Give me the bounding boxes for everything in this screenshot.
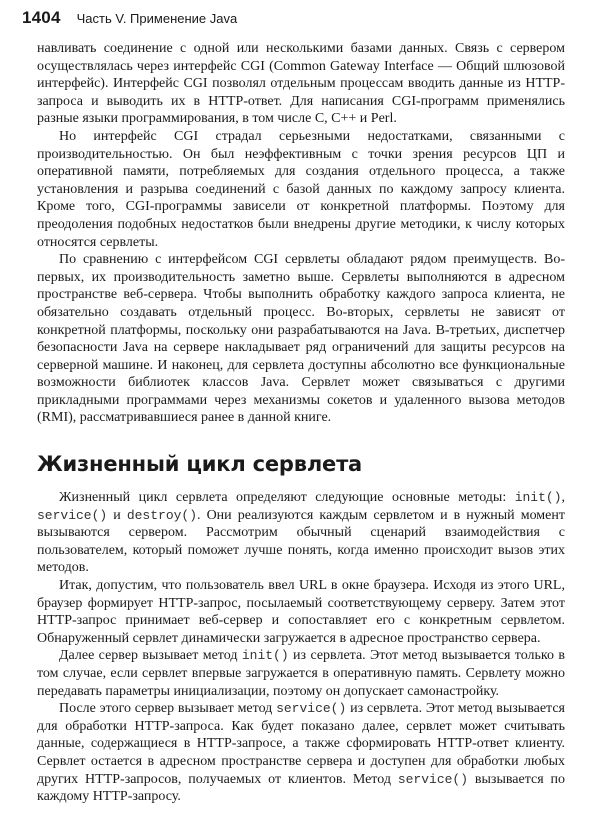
page-number: 1404 bbox=[22, 8, 61, 27]
lifecycle-paragraph-4 bbox=[37, 700, 565, 806]
intro-paragraph-2: Но интерфейс CGI страдал серьезными недостатками, связанными с производительностью. Он был неэффективным с точки зрения ресурсов ЦП и оперативной памяти, потребляемых для создания отдельного процесса, а также установления и разрыва соединений с базой данных по каждому запросу клиента. Кроме того, CGI-программы зависели от конкретной платформы. Поэтому для преодоления подобных недостатков были внедрены другие методики, к числу которых относятся сервлеты. bbox=[37, 128, 565, 250]
text-span: После этого сервер вызывает метод bbox=[59, 701, 277, 717]
intro-paragraph-3: По сравнению с интерфейсом CGI сервлеты обладают рядом преимуществ. Во-первых, их производительность заметно выше. Сервлеты выполняются в адресном пространстве веб-сервера. Чтобы выполнить обработку каждого запроса клиента, не обязательно создавать отдельный процесс. Во-вторых, сервлеты не зависят от конкретной платформы, поскольку они разрабатываются на Java. В-третьих, диспетчер безопасности Java на сервере накладывает ряд ограничений для защиты ресурсов на серверной машине. И наконец, для сервлета доступны абсолютно все функциональные возможности библиотек классов Java. Сервлет может связываться с другими прикладными программами через механизмы сокетов и удаленного вызова методов (RMI), рассматривавшиеся ранее в данной книге. bbox=[37, 252, 565, 426]
text-span: Жизненный цикл сервлета определяют следующие основные методы: bbox=[59, 490, 515, 506]
text-span: вызывается по каждому HTTP-запросу. bbox=[37, 771, 565, 805]
code-init: init() bbox=[514, 490, 562, 506]
running-header bbox=[22, 8, 578, 30]
section-heading: Жизненный цикл сервлета bbox=[37, 452, 363, 477]
code-service: service() bbox=[276, 701, 347, 717]
code-service: service() bbox=[37, 507, 108, 523]
running-title: Часть V. Применение Java bbox=[76, 11, 238, 26]
code-destroy: destroy() bbox=[126, 507, 198, 523]
intro-paragraph-1: навливать соединение с одной или несколькими базами данных. Связь с сервером осуществлялась через интерфейс CGI (Common Gateway Interface — Общий шлюзовой интерфейс). Интерфейс CGI позволял отдельным процессам вводить данные из HTTP-запроса и выводить их в HTTP-ответ. Для написания CGI-программ применялись разные языки программирования, в том числе C, C++ и Perl. bbox=[37, 41, 565, 127]
code-service: service() bbox=[397, 771, 469, 787]
lifecycle-paragraph-3 bbox=[37, 647, 565, 700]
code-init: init() bbox=[241, 648, 289, 664]
text-span: , bbox=[561, 490, 565, 506]
text-span: из сервлета. Этот метод вызывается только в том случае, если сервлет впервые загружается в оперативную память. Сервлету можно передавать параметры инициализации, поэтому он допускает самонастройку. bbox=[37, 648, 566, 699]
text-span: Далее сервер вызывает метод bbox=[59, 648, 242, 664]
page-body bbox=[37, 40, 565, 806]
lifecycle-paragraph-1 bbox=[37, 489, 565, 577]
text-span: и bbox=[107, 507, 127, 523]
text-span: из сервлета. Этот метод вызывается для обработки HTTP-запроса. Как будет показано далее, сервлет может считывать данные, содержащиеся в HTTP-запросе, а также сформировать HTTP-ответ клиенту. Сервлет остается в адресном пространстве сервера и доступен для обработки любых других HTTP-запросов, получаемых от клиентов. Метод bbox=[37, 701, 565, 787]
lifecycle-paragraph-2: Итак, допустим, что пользователь ввел URL в окне браузера. Исходя из этого URL, браузер формирует HTTP-запрос, посылаемый соответствующему серверу. Затем этот HTTP-запрос принимает веб-сервер и сопоставляет его с конкретным сервлетом. Обнаруженный сервлет динамически загружается в адресное пространство сервера. bbox=[37, 578, 565, 646]
text-span: . Они реализуются каждым сервлетом и в нужный момент вызываются сервером. Рассмотрим обычный сценарий взаимодействия с пользователем, который поможет лучше понять, когда именно происходит вызов этих методов. bbox=[37, 507, 565, 576]
